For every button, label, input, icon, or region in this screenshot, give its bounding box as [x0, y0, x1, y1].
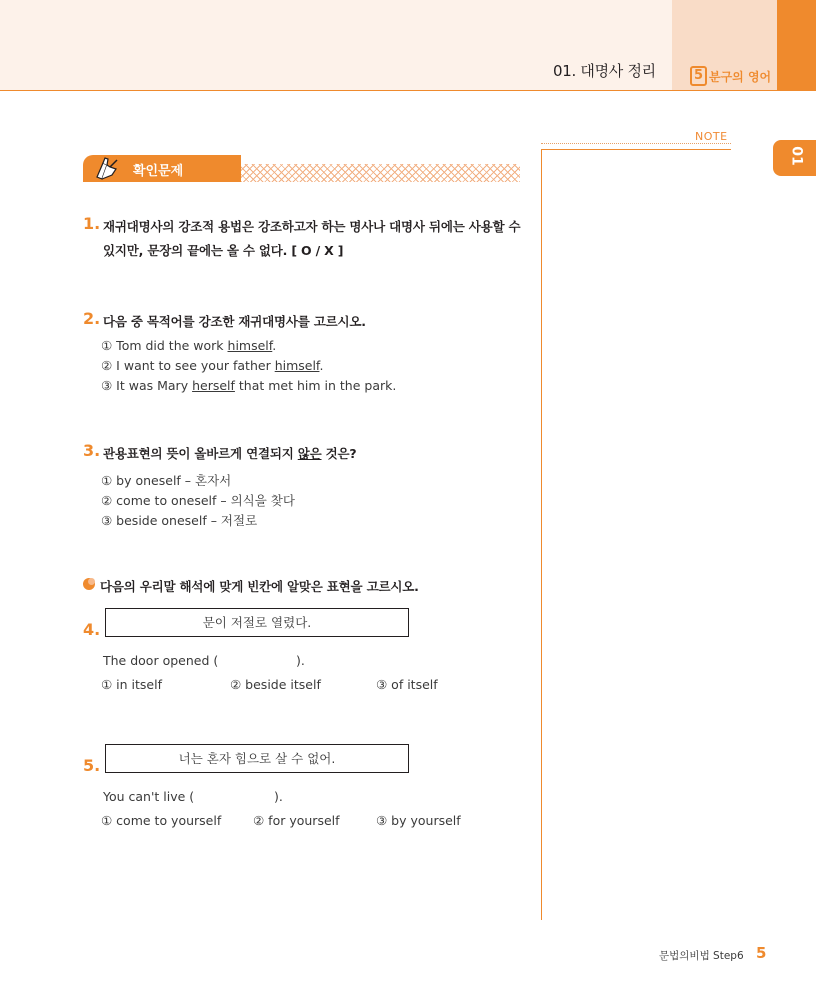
- q2-text: 다음 중 목적어를 강조한 재귀대명사를 고르시오.: [103, 314, 366, 329]
- q4-option-2: ② beside itself: [230, 677, 321, 692]
- q5-option-1: ① come to yourself: [101, 813, 222, 828]
- header-rule: [0, 90, 777, 91]
- q2-option-1: ① Tom did the work himself.: [101, 338, 277, 353]
- instruction-bullet-icon: [83, 578, 95, 590]
- header-accent-dark: [777, 0, 816, 91]
- chapter-side-tab: [773, 140, 816, 176]
- q4-korean-box: 문이 저절로 열렸다.: [105, 608, 409, 637]
- q5-korean-box: 너는 혼자 힘으로 살 수 없어.: [105, 744, 409, 773]
- brand-logo: [690, 64, 770, 88]
- q5-number: 5.: [83, 756, 101, 775]
- q4-sentence-end: ).: [296, 653, 305, 668]
- q5-option-3: ③ by yourself: [376, 813, 461, 828]
- side-tab-label: 01: [788, 146, 805, 166]
- q3-option-1: ① by oneself – 혼자서: [101, 473, 232, 488]
- q3-number: 3.: [83, 441, 101, 460]
- q4-sentence-start: The door opened (: [103, 653, 219, 668]
- q5-option-2: ② for yourself: [253, 813, 340, 828]
- page-number: 5: [756, 944, 767, 962]
- chapter-title: 01. 대명사 정리: [553, 62, 656, 80]
- q2-number: 2.: [83, 309, 101, 328]
- q3-text: 관용표현의 뜻이 올바르게 연결되지 않은 것은?: [103, 446, 357, 461]
- section-hatch-pattern: [241, 164, 520, 182]
- note-dotted-rule: [541, 143, 731, 144]
- q5-sentence-start: You can't live (: [103, 789, 195, 804]
- q4-number: 4.: [83, 620, 101, 639]
- q5-sentence-end: ).: [274, 789, 283, 804]
- note-top-rule: [541, 149, 731, 150]
- section-title: 확인문제: [133, 164, 184, 179]
- q4-option-3: ③ of itself: [376, 677, 438, 692]
- q1-number: 1.: [83, 214, 101, 233]
- pencil-hand-icon: [94, 155, 120, 182]
- q2-option-3: ③ It was Mary herself that met him in the park.: [101, 378, 397, 393]
- q4-option-1: ① in itself: [101, 677, 162, 692]
- note-label: NOTE: [695, 130, 728, 143]
- brand-text: 분구의 영어: [709, 70, 772, 84]
- q2-option-2: ② I want to see your father himself.: [101, 358, 324, 373]
- instruction-text: 다음의 우리말 해석에 맞게 빈칸에 알맞은 표현을 고르시오.: [100, 579, 419, 594]
- q1-text-line1: 재귀대명사의 강조적 용법은 강조하고자 하는 명사나 대명사 뒤에는 사용할 수: [103, 219, 521, 234]
- footer-book-title: 문법의비법 Step6: [659, 950, 744, 962]
- q3-option-3: ③ beside oneself – 저절로: [101, 513, 258, 528]
- note-left-rule: [541, 149, 542, 920]
- brand-number: 5: [690, 66, 707, 86]
- q1-text-line2: 있지만, 문장의 끝에는 올 수 없다. [ O / X ]: [103, 243, 344, 258]
- q3-option-2: ② come to oneself – 의식을 찾다: [101, 493, 295, 508]
